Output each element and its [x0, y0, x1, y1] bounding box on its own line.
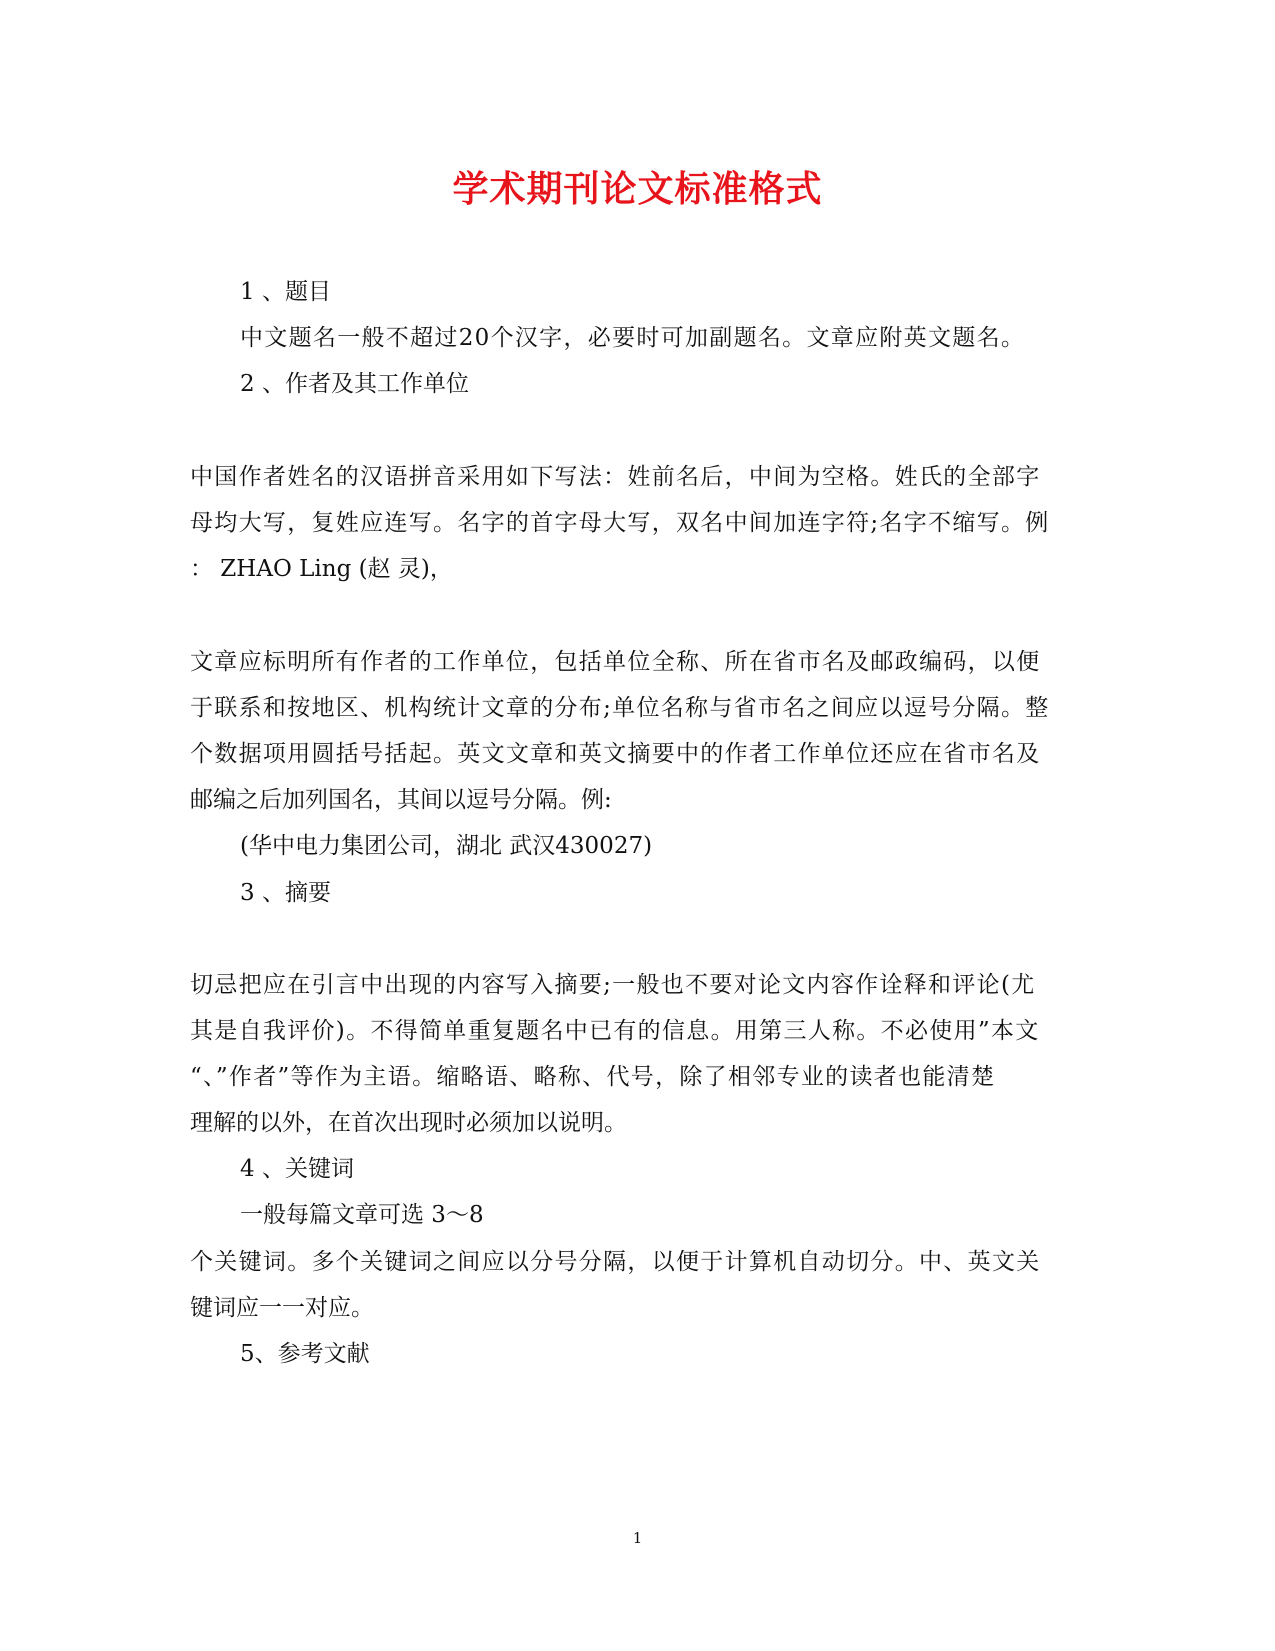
- section-2-paragraph-2-line-4: 邮编之后加列国名，其间以逗号分隔。例:: [190, 787, 612, 813]
- section-4-line-1: 一般每篇文章可选 3～8: [240, 1202, 484, 1228]
- section-4-line-3: 键词应一一对应。: [190, 1295, 374, 1321]
- section-2-paragraph-2-line-2: 于联系和按地区、机构统计文章的分布;单位名称与省市名之间应以逗号分隔。整: [190, 695, 1050, 721]
- section-2-paragraph-1-line-2: 母均大写，复姓应连写。名字的首字母大写，双名中间加连字符;名字不缩写。例: [190, 510, 1050, 536]
- section-2-paragraph-2-line-1: 文章应标明所有作者的工作单位，包括单位全称、所在省市名及邮政编码，以便: [190, 649, 1041, 675]
- section-1-heading: 1 、题目: [240, 279, 331, 305]
- section-2-paragraph-1-line-3: ： ZHAO Ling (赵 灵)，: [190, 556, 453, 582]
- section-2-example: (华中电力集团公司，湖北 武汉430027): [240, 833, 653, 859]
- page-number: 1: [632, 1529, 643, 1547]
- section-3-line-4: 理解的以外，在首次出现时必须加以说明。: [190, 1110, 627, 1136]
- section-4-line-2: 个关键词。多个关键词之间应以分号分隔，以便于计算机自动切分。中、英文关: [190, 1249, 1041, 1275]
- section-5-heading: 5、参考文献: [240, 1341, 370, 1367]
- section-1-text: 中文题名一般不超过20个汉字，必要时可加副题名。文章应附英文题名。: [240, 325, 1026, 351]
- section-3-line-2: 其是自我评价)。不得简单重复题名中已有的信息。用第三人称。不必使用”本文: [190, 1018, 1040, 1044]
- section-2-paragraph-1-line-1: 中国作者姓名的汉语拼音采用如下写法：姓前名后，中间为空格。姓氏的全部字: [190, 464, 1041, 490]
- section-2-heading: 2 、作者及其工作单位: [240, 371, 469, 397]
- section-4-heading: 4 、关键词: [240, 1156, 354, 1182]
- section-3-line-3: “、”作者”等作为主语。缩略语、略称、代号，除了相邻专业的读者也能清楚: [190, 1064, 996, 1090]
- section-3-heading: 3 、摘要: [240, 880, 331, 906]
- document-title: 学术期刊论文标准格式: [452, 168, 823, 210]
- section-2-paragraph-2-line-3: 个数据项用圆括号括起。英文文章和英文摘要中的作者工作单位还应在省市名及: [190, 741, 1041, 767]
- section-3-line-1: 切忌把应在引言中出现的内容写入摘要;一般也不要对论文内容作诠释和评论(尤: [190, 972, 1036, 998]
